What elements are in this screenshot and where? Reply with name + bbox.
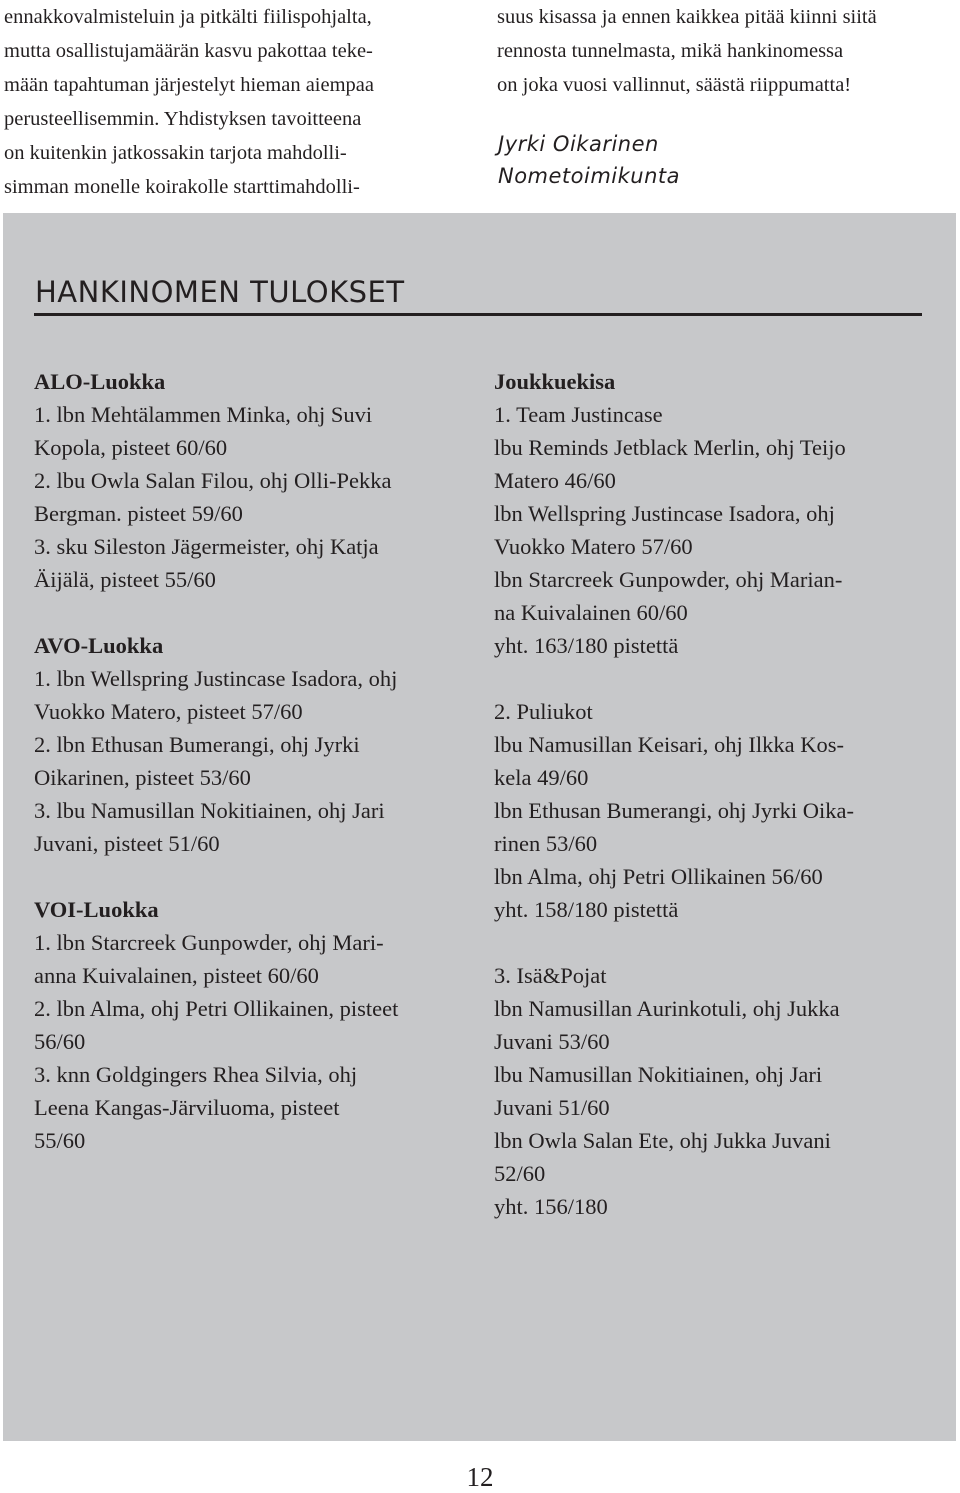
- section-title: AVO-Luokka: [34, 633, 164, 658]
- result-line: lbu Namusillan Nokitiainen, ohj Jari: [494, 1062, 823, 1087]
- result-line: 2. lbu Owla Salan Filou, ohj Olli-Pekka: [34, 468, 392, 493]
- results-section-team-3: [494, 959, 934, 1223]
- results-section-alo: [34, 365, 474, 596]
- result-line: yht. 156/180: [494, 1194, 608, 1219]
- signature: [498, 128, 680, 192]
- title-rule: [34, 313, 922, 316]
- results-section-avo: [34, 629, 474, 860]
- result-line: 3. lbu Namusillan Nokitiainen, ohj Jari: [34, 798, 385, 823]
- result-line: lbn Owla Salan Ete, ohj Jukka Juvani: [494, 1128, 831, 1153]
- result-line: yht. 158/180 pistettä: [494, 897, 679, 922]
- results-left-column: [34, 365, 474, 1190]
- result-line: Äijälä, pisteet 55/60: [34, 567, 216, 592]
- results-title: HANKINOMEN TULOKSET: [35, 275, 405, 309]
- result-line: Juvani, pisteet 51/60: [34, 831, 220, 856]
- results-box: [3, 213, 956, 1441]
- result-line: 3. sku Sileston Jägermeister, ohj Katja: [34, 534, 379, 559]
- result-line: 2. lbn Ethusan Bumerangi, ohj Jyrki: [34, 732, 360, 757]
- result-line: rinen 53/60: [494, 831, 598, 856]
- page-number: 12: [466, 1462, 494, 1492]
- result-line: kela 49/60: [494, 765, 589, 790]
- result-line: Kopola, pisteet 60/60: [34, 435, 228, 460]
- intro-right-column: suus kisassa ja ennen kaikkea pitää kiinni siitä rennosta tunnelmasta, mikä hankinomessa on joka vuosi vallinnut, säästä riippumatta!: [497, 6, 877, 96]
- result-line: 55/60: [34, 1128, 86, 1153]
- result-line: lbn Ethusan Bumerangi, ohj Jyrki Oika-: [494, 798, 854, 823]
- signature-name: Jyrki Oikarinen: [498, 132, 659, 156]
- result-line: anna Kuivalainen, pisteet 60/60: [34, 963, 319, 988]
- result-line: yht. 163/180 pistettä: [494, 633, 679, 658]
- result-line: Bergman. pisteet 59/60: [34, 501, 243, 526]
- intro-text: [0, 0, 960, 200]
- result-line: Oikarinen, pisteet 53/60: [34, 765, 251, 790]
- result-line: Vuokko Matero, pisteet 57/60: [34, 699, 303, 724]
- results-section-voi: [34, 893, 474, 1157]
- result-line: Juvani 53/60: [494, 1029, 610, 1054]
- result-line: 2. lbn Alma, ohj Petri Ollikainen, pisteet: [34, 996, 399, 1021]
- result-line: lbn Wellspring Justincase Isadora, ohj: [494, 501, 835, 526]
- result-line: 2. Puliukot: [494, 699, 593, 724]
- result-line: 3. knn Goldgingers Rhea Silvia, ohj: [34, 1062, 358, 1087]
- results-right-column: [494, 365, 934, 1256]
- result-line: Juvani 51/60: [494, 1095, 610, 1120]
- section-title: ALO-Luokka: [34, 369, 166, 394]
- intro-left-column: ennakkovalmisteluin ja pitkälti fiilispohjalta, mutta osallistujamäärän kasvu pakottaa teke- mään tapahtuman järjestelyt hieman aiempaa perusteellisemmin. Yhdistyksen tavoitteena on kuitenkin jatkossakin tarjota mahdolli- simman monelle koirakolle starttimahdolli-: [4, 6, 374, 198]
- result-line: lbn Namusillan Aurinkotuli, ohj Jukka: [494, 996, 840, 1021]
- result-line: lbn Starcreek Gunpowder, ohj Marian-: [494, 567, 843, 592]
- result-line: lbu Reminds Jetblack Merlin, ohj Teijo: [494, 435, 846, 460]
- result-line: lbn Alma, ohj Petri Ollikainen 56/60: [494, 864, 823, 889]
- result-line: na Kuivalainen 60/60: [494, 600, 688, 625]
- result-line: 52/60: [494, 1161, 546, 1186]
- signature-title: Nometoimikunta: [498, 164, 681, 188]
- results-section-team-2: [494, 695, 934, 926]
- result-line: Matero 46/60: [494, 468, 616, 493]
- result-line: Vuokko Matero 57/60: [494, 534, 693, 559]
- section-title: VOI-Luokka: [34, 897, 159, 922]
- results-section-team-1: [494, 365, 934, 662]
- result-line: 1. Team Justincase: [494, 402, 663, 427]
- result-line: 1. lbn Mehtälammen Minka, ohj Suvi: [34, 402, 373, 427]
- result-line: Leena Kangas-Järviluoma, pisteet: [34, 1095, 340, 1120]
- result-line: 56/60: [34, 1029, 86, 1054]
- result-line: lbu Namusillan Keisari, ohj Ilkka Kos-: [494, 732, 844, 757]
- section-title: Joukkuekisa: [494, 369, 616, 394]
- result-line: 1. lbn Wellspring Justincase Isadora, ohj: [34, 666, 398, 691]
- result-line: 3. Isä&Pojat: [494, 963, 607, 988]
- result-line: 1. lbn Starcreek Gunpowder, ohj Mari-: [34, 930, 384, 955]
